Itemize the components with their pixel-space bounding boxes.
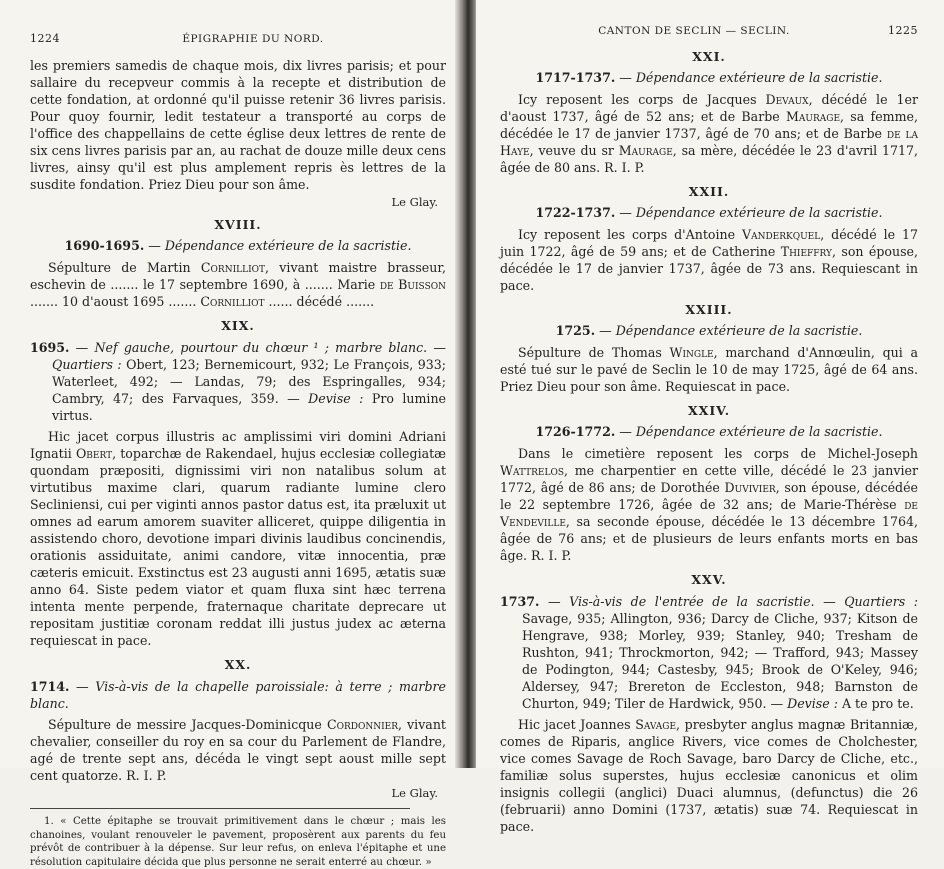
entry-number-xxiv: XXIV. (687, 403, 731, 418)
entry-location: — Nef gauche, pourtour du chœur ¹ ; marbre blanc. — Quartiers : (52, 340, 446, 372)
text-run: Sépulture de messire Jacques-Dominicque (48, 717, 327, 732)
text-run: , veuve du sr (529, 143, 619, 158)
text-run: , me charpentier en cette ville, décédé le 23 janvier 1772, âgé de 86 ans; de Dorothée (500, 463, 918, 495)
surname: Savage (635, 717, 677, 732)
entry-location: — Dépendance extérieure de la sacristie. (619, 205, 883, 220)
surname: Thieffry (780, 244, 832, 259)
entry-heading-xxv (500, 593, 918, 712)
entry-heading-xxi (500, 70, 918, 85)
intro-paragraph: les premiers samedis de chaque mois, dix livres parisis; et pour sallaire du recepveur commis à la recepte et distribution de cette fondation, at ordonné qu'il puisse retenir 36 livres parisis. Pour quoy fournir, ledit testateur a transporté au corps de l'office des chappellains de cette église deux lettres de rente de six cens livres parisis par an, au rachat de douze mille deux cens livres, ainsy qu'il est plus amplement repris ès lettres de la susdite fondation. Priez Dieu pour son âme. (30, 58, 446, 192)
devise-label: Devise : (787, 696, 838, 711)
entry-heading-xx (30, 678, 446, 712)
entry-number-xxi: XXI. (692, 49, 726, 64)
right-page (476, 0, 944, 834)
text-run: , sa seconde épouse, décédée le 13 décembre 1764, âgée de 76 ans; et de plusieurs de leurs enfants morts en bas âge. R. I. P. (500, 514, 918, 563)
text-run: , vivant chevalier, conseiller du roy en sa cour du Parlement de Flandre, agé de trente sept ans, décéda le vingt sept aoust mille sept cent quatorze. R. I. P. (30, 717, 446, 783)
entry-location: — Vis-à-vis de la chapelle paroissiale: à terre ; marbre blanc. (30, 679, 446, 711)
entry-location: — Vis-à-vis de l'entrée de la sacristie. — Quartiers : (547, 594, 918, 609)
entry-heading-xviii (30, 238, 446, 253)
text-run: , décédé le 1er d'aoust 1737, âgé de 52 ans; et de Barbe (500, 92, 918, 124)
text-run: Icy reposent les corps d'Antoine (518, 227, 742, 242)
text-run: , marchand d'Annœulin, qui a esté tué sur le pavé de Seclin le 10 de may 1725, âgé de 64 ans. Priez Dieu pour son âme. Requiescat in pace. (500, 345, 918, 394)
entry-text-xxiii (500, 344, 918, 395)
entry-text-xxi (500, 91, 918, 176)
entry-number-xix: XIX. (221, 318, 255, 333)
surname: Vanderkquel (741, 227, 821, 242)
entry-number-xxii: XXII. (688, 184, 730, 199)
entry-date: 1690-1695. (64, 238, 145, 253)
entry-date: 1725. (555, 323, 596, 338)
entry-number-xxv: XXV. (691, 572, 727, 587)
footnote-divider (30, 808, 410, 809)
surname: Maurage (786, 109, 841, 124)
surname: Cornilliot (200, 294, 265, 309)
entry-number-xx: XX. (224, 657, 252, 672)
entry-location: — Dépendance extérieure de la sacristie. (619, 70, 883, 85)
entry-text-xix (30, 428, 446, 649)
entry-heading-xxiii (500, 323, 918, 338)
entry-date: 1714. (30, 679, 70, 694)
text-run: , vivant maistre brasseur, eschevin de ....... le 17 septembre 1690, à ....... Marie (30, 260, 446, 292)
surname: Wingle (669, 345, 714, 360)
text-run: , sa mère, décédée le 23 d'avril 1717, âgée de 80 ans. R. I. P. (500, 143, 919, 175)
entry-heading-xix (30, 339, 446, 424)
surname: Devaux (765, 92, 809, 107)
running-title-right: CANTON DE SECLIN — SECLIN. (598, 25, 790, 37)
surname: de Buisson (379, 277, 446, 292)
surname: de la Haye (500, 126, 919, 158)
text-run: , décédé le 17 juin 1722, âgé de 59 ans; et de Catherine (500, 227, 918, 259)
signature-le-glay-1: Le Glay. (391, 195, 438, 209)
left-page (0, 0, 462, 868)
text-run: , sa femme, décédée le 17 de janvier 1737, âgé de 70 ans; et de Barbe (500, 109, 918, 141)
running-title-left: ÉPIGRAPHIE DU NORD. (182, 33, 324, 45)
quarters-list: Savage, 935; Allington, 936; Darcy de Cliche, 937; Kitson de Hengrave, 938; Morley, 939; Stanley, 940; Tresham de Rushton, 941; Throckmorton, 942; — Trafford, 943; Massey de Podington, 944; Castesby, 945; Brook de O'Keley, 946; Aldersey, 947; Brereton de Eccleston, 948; Barnston de Churton, 949; Tiler de Hardwick, 950. — (522, 611, 918, 711)
text-run: Hic jacet corpus illustris ac amplissimi viri domini Adriani Ignatii (30, 429, 446, 461)
surname: Cornilliot (200, 260, 266, 275)
text-run: , son épouse, décédée le 17 de janvier 1737, âgée de 73 ans. Requiescant in pace. (500, 244, 918, 293)
entry-text-xxv (500, 716, 918, 835)
text-run: Sépulture de Thomas (518, 345, 670, 360)
surname: Maurage (618, 143, 673, 158)
entry-text-xviii (30, 259, 446, 310)
surname: Cordonnier (326, 717, 398, 732)
text-run: Hic jacet Joannes (518, 717, 636, 732)
entry-location: — Dépendance extérieure de la sacristie. (619, 424, 883, 439)
entry-location: — Dépendance extérieure de la sacristie. (599, 323, 863, 338)
text-run: , presbyter anglus magnæ Britanniæ, comes de Riparis, anglice Rivers, vice comes de Cholchester, vice comes Savage de Roch Savage, baro Darcy de Cliche, etc., familiæ solus superstes, hujus ecclesiæ canonicus et olim insignis collegii (anglici) Duaci alumnus, (defunctus) die 26 (februarii) anno Domini (1737, ætatis) suæ 74. Requiescat in pace. (500, 717, 918, 834)
text-run: ....... 10 d'aoust 1695 ....... (30, 294, 201, 309)
text-run: , son épouse, décédée le 22 septembre 1726, âgée de 32 ans; de Marie-Thérèse (500, 480, 918, 512)
entry-heading-xxii (500, 205, 918, 220)
quarters-list: Obert, 123; Bernemicourt, 932; Le François, 933; Waterleet, 492; — Landas, 79; des Espringalles, 934; Cambry, 47; des Farvaques, 359. — (52, 357, 446, 406)
page-number-right: 1225 (888, 24, 918, 37)
entry-text-xxiv (500, 445, 918, 564)
entry-date: 1717-1737. (535, 70, 616, 85)
entry-date: 1695. (30, 340, 70, 355)
text-run: , toparchæ de Rakendael, hujus ecclesiæ collegiatæ quondam præpositi, dignissimi viri non natalibus solum at virtutibus maxime clari, quarum radiante lumine clero Secliniensi, cui per viginti annos pastor datus est, ita præluxit ut omnes ad earum amorem suaviter alliceret, quippe diligentia in assistendo choro, devotione impari divinis laudibus concinendis, orationis assiduitate, animi candore, vitæ innocentia, præ cæteris emicuit. Exstinctus est 23 augusti anni 1695, ætatis suæ anno 64. Siste pedem viator et quam fluxa sint hæc terrena intenta mente perpende, fraternaque charitate deprecare ut repositam justitiæ coronam reddat illi justus judex ac æterna requiescat in pace. (30, 446, 446, 648)
entry-text-xx (30, 716, 446, 784)
surname: Obert (75, 446, 113, 461)
entry-date: 1726-1772. (535, 424, 616, 439)
text-run: Icy reposent les corps de Jacques (518, 92, 766, 107)
entry-text-xxii (500, 226, 918, 294)
footnote: 1. « Cette épitaphe se trouvait primitivement dans le chœur ; mais les chanoines, voulant renouveler le pavement, proposèrent aux parents du feu prévôt de contribuer à la dépense. Sur leur refus, on enleva l'épitaphe et une résolution capitulaire décida que plus personne ne serait enterré au chœur. » (30, 816, 446, 868)
entry-date: 1737. (500, 594, 540, 609)
running-head-left (30, 32, 446, 45)
entry-location: — Dépendance extérieure de la sacristie. (148, 238, 412, 253)
entry-heading-xxiv (500, 424, 918, 439)
devise-label: Devise : (308, 391, 364, 406)
text-run: ...... décédé ....... (264, 294, 375, 309)
entry-number-xxiii: XXIII. (685, 302, 733, 317)
running-head-right (500, 24, 918, 37)
text-run: Sépulture de Martin (48, 260, 201, 275)
surname: Wattrelos (500, 463, 564, 478)
signature-le-glay-2: Le Glay. (391, 786, 438, 800)
surname: Duvivier (724, 480, 776, 495)
page-number-left: 1224 (30, 32, 60, 45)
entry-date: 1722-1737. (535, 205, 616, 220)
entry-number-xviii: XVIII. (214, 217, 262, 232)
surname: de Vendeville (500, 497, 918, 529)
text-run: Dans le cimetière reposent les corps de Michel-Joseph (518, 446, 918, 461)
devise-text: Pro lumine virtus. (52, 391, 447, 423)
devise-text: A te pro te. (837, 696, 914, 711)
